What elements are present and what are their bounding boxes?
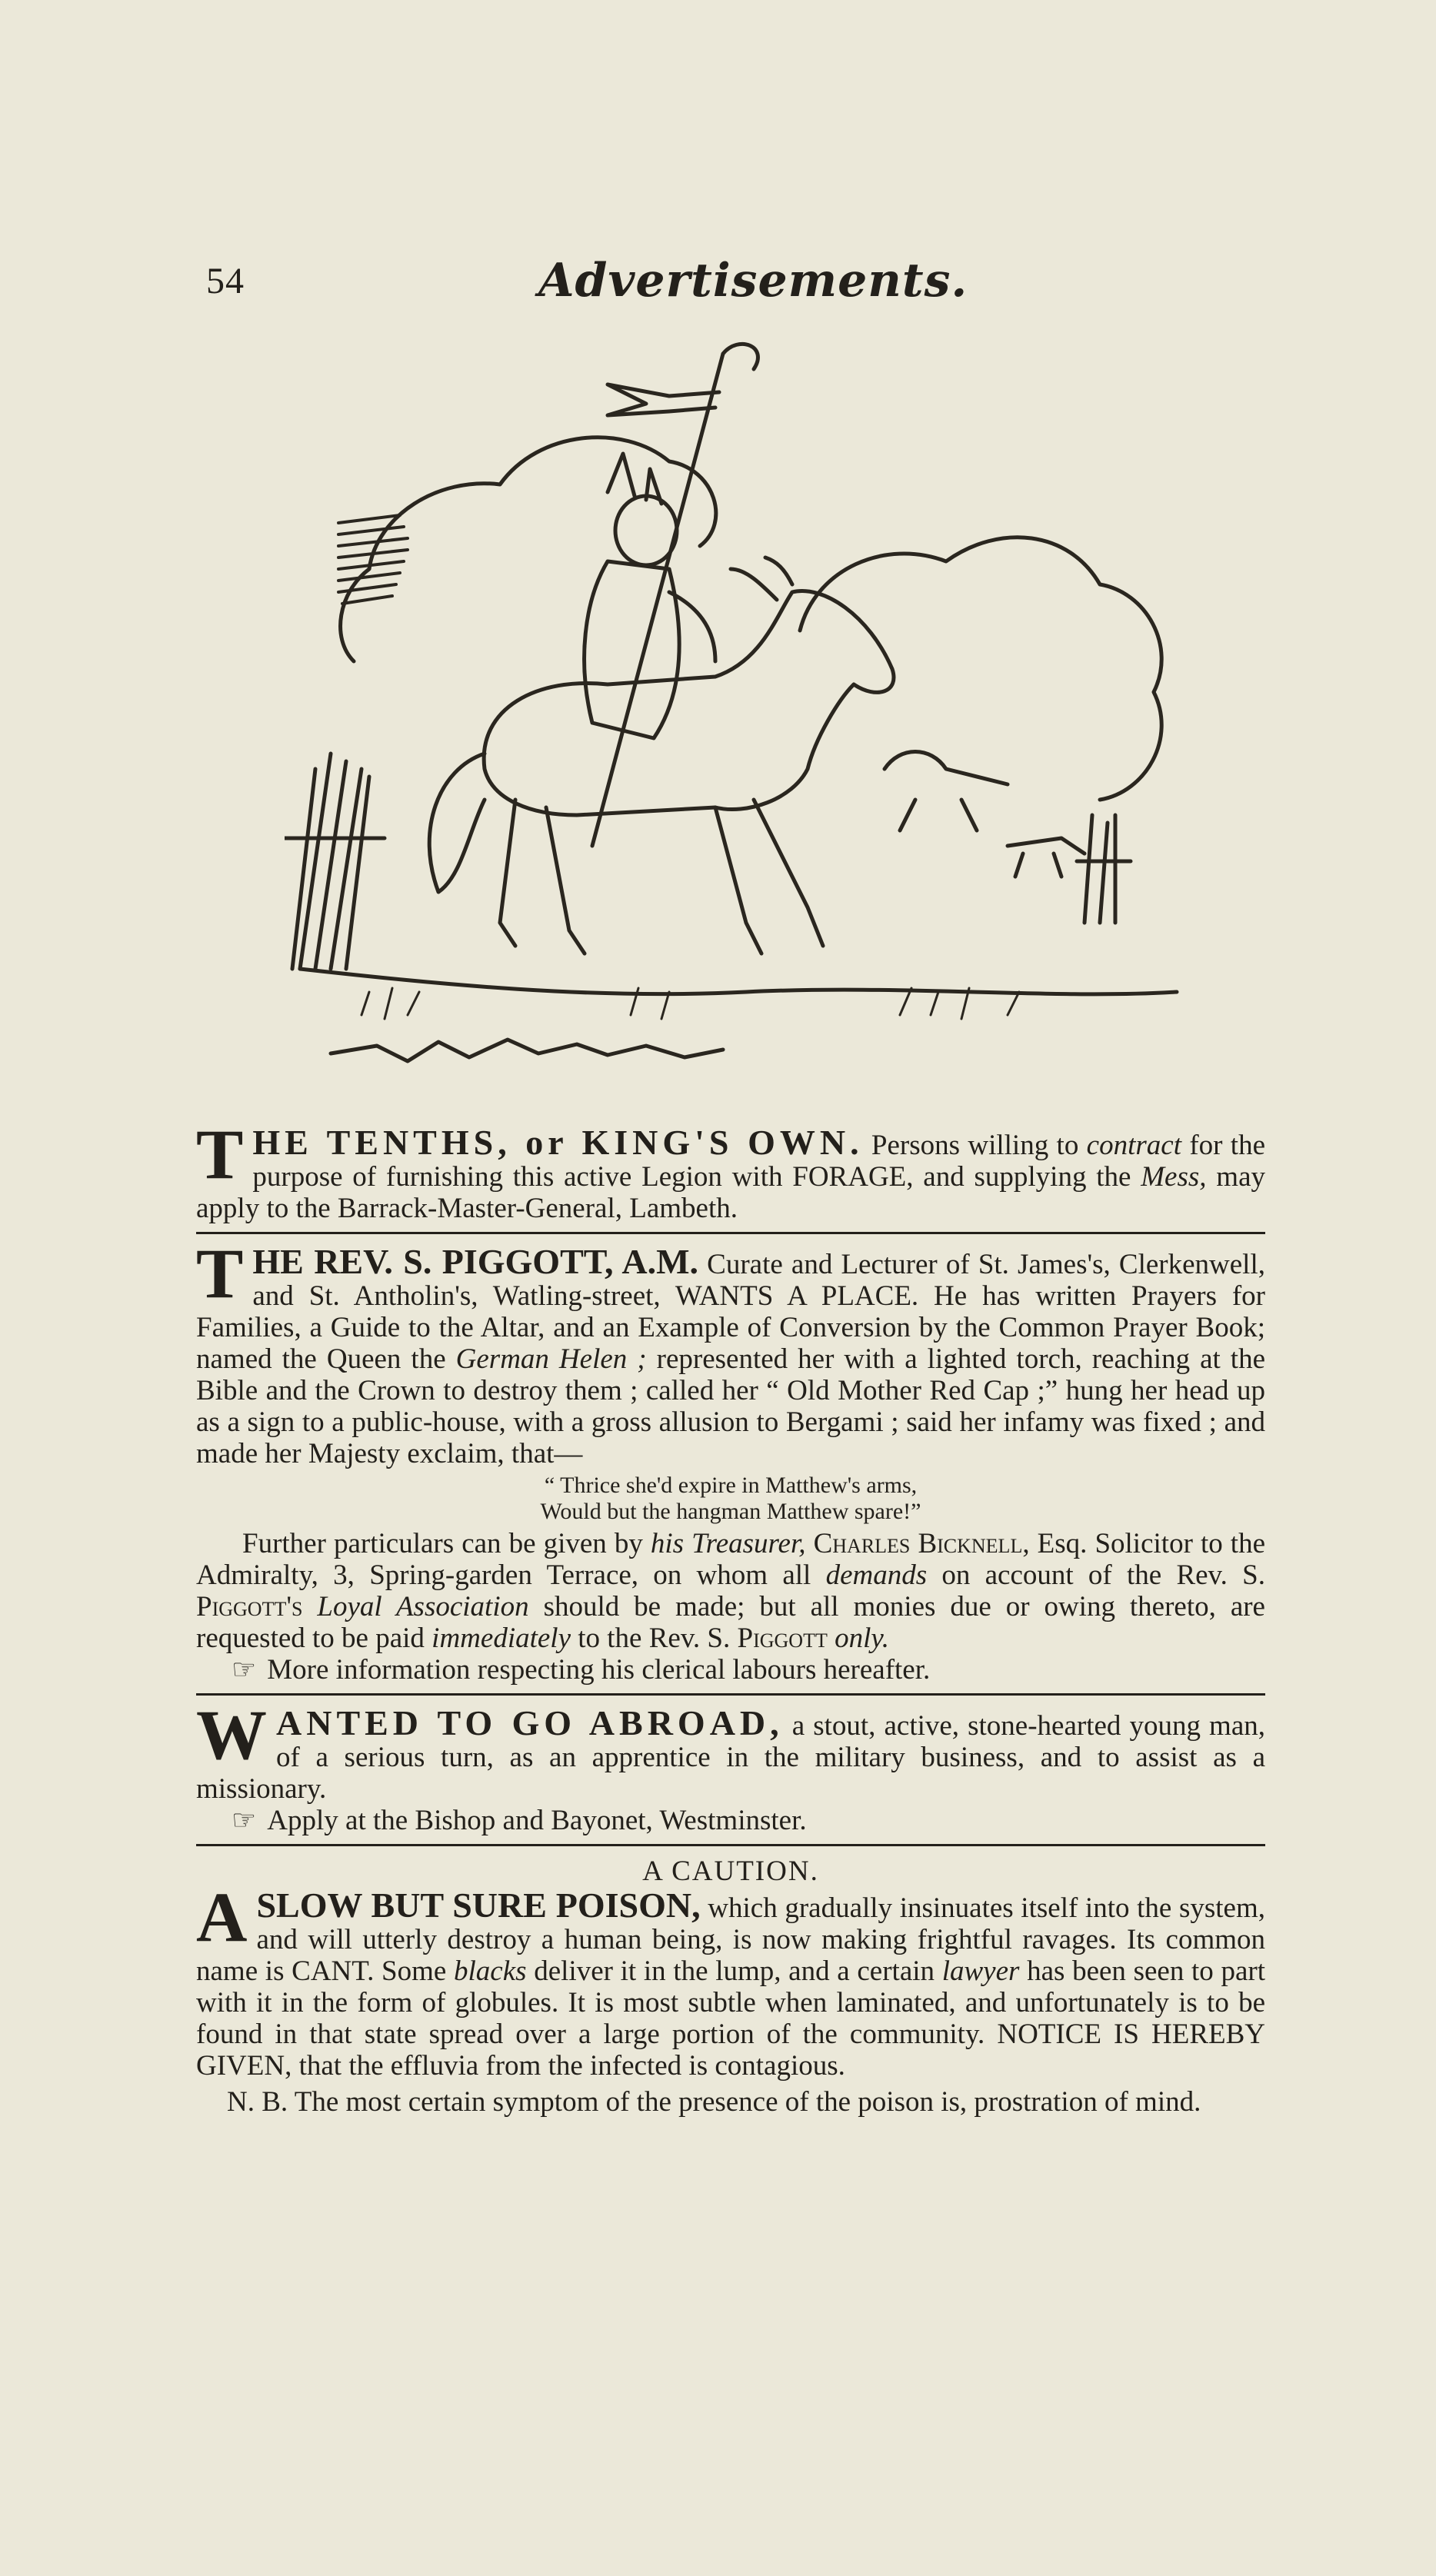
- rider-body: [585, 561, 680, 738]
- horse-tail: [429, 754, 485, 892]
- verse-quote: “ Thrice she'd expire in Matthew's arms, Would but the hangman Matthew spare!”: [540, 1473, 921, 1524]
- distant-rider: [885, 752, 1008, 831]
- horse-mane: [731, 557, 792, 600]
- dropcap: T: [196, 1115, 244, 1193]
- ad-caution: A CAUTION. ASLOW BUT SURE POISON, which gradually insinuates itself into the system, and will utterly destroy a human being, is now making frightful ravages. Its common name is CANT. Some blacks deliver it in the lump, and a certain lawyer has been seen to part with it in the form of globules. It is most subtle when laminated, and unfortunately is to be found in that state spread over a large portion of the community. NOTICE IS HEREBY GIVEN, that the effluvia from the infected is contagious. N. B. The most certain symptom of the presence of the poison is, prostration of mind.: [196, 1855, 1265, 2118]
- flag: [608, 384, 719, 415]
- staff: [592, 354, 723, 846]
- divider-rule: [196, 1232, 1265, 1234]
- cloud-left: [341, 438, 716, 661]
- page-number: 54: [206, 261, 245, 301]
- divider-rule: [196, 1844, 1265, 1846]
- cloud-right: [800, 537, 1161, 800]
- pointing-hand-icon: ☞: [232, 1805, 257, 1836]
- wheat-sheaf-right: [1077, 815, 1131, 923]
- ad-wanted-abroad: WANTED TO GO ABROAD, a stout, active, stone-hearted young man, of a serious turn, as an apprentice in the military business, and to assist as a missionary. ☞ Apply at the Bishop and Bayonet, Westminster.: [196, 1696, 1265, 1836]
- ad-headline: HE TENTHS, or KING'S OWN.: [252, 1123, 864, 1162]
- woodcut-illustration: [285, 338, 1184, 1123]
- wheat-sheaf-left: [285, 754, 385, 969]
- ad-rev-piggott: THE REV. S. PIGGOTT, A.M. Curate and Lecturer of St. James's, Clerkenwell, and St. Antholin's, Watling-street, WANTS A PLACE. He has written Prayers for Families, a Guide to the Altar, and an Example of Conversion by the Common Prayer Book; named the Queen the German Helen ; represented her with a lighted torch, reaching at the Bible and the Crown to destroy them ; called her “ Old Mother Red Cap ;” hung her head up as a sign to a public-house, with a gross allusion to Bergami ; said her infamy was fixed ; and made her Majesty exclaim, that— “ Thrice she'd expire in Matthew's arms, Would but the hangman Matthew spare!” Further particulars can be given by his Treasurer, Charles Bicknell, Esq. Solicitor to the Admiralty, 3, Spring-garden Terrace, on whom all demands on account of the Rev. S. Piggott's Loyal Association should be made; but all monies due or owing thereto, are requested to be paid immediately to the Rev. S. Piggott only. ☞ More information respecting his clerical labours hereafter.: [196, 1234, 1266, 1686]
- dropcap: A: [196, 1878, 248, 1956]
- nota-bene: N. B. The most certain symptom of the presence of the poison is, prostration of mind.: [227, 2086, 1201, 2118]
- ad-headline: SLOW BUT SURE POISON,: [256, 1885, 701, 1925]
- ad-headline: HE REV. S. PIGGOTT, A.M.: [252, 1242, 699, 1281]
- hound: [1008, 838, 1084, 877]
- ground: [300, 969, 1177, 994]
- dropcap: W: [196, 1696, 267, 1774]
- pointing-hand-icon: ☞: [232, 1654, 257, 1686]
- caution-title: A CAUTION.: [642, 1855, 819, 1887]
- dropcap: T: [196, 1234, 244, 1313]
- ad-kings-own: THE TENTHS, or KING'S OWN. Persons willing to contract for the purpose of furnishing this active Legion with FORAGE, and supplying the Mess, may apply to the Barrack-Master-General, Lambeth.: [196, 1115, 1265, 1224]
- horse-body: [484, 591, 894, 815]
- rider-head: [615, 496, 677, 565]
- divider-rule: [196, 1693, 1265, 1696]
- ad-note: Apply at the Bishop and Bayonet, Westminster.: [267, 1805, 807, 1836]
- running-head: Advertisements.: [538, 254, 968, 308]
- advertisements-column: [196, 1115, 1266, 2118]
- ad-note: More information respecting his clerical labours hereafter.: [267, 1654, 931, 1686]
- ad-headline: ANTED TO GO ABROAD,: [276, 1703, 784, 1742]
- horse-legs: [500, 800, 823, 954]
